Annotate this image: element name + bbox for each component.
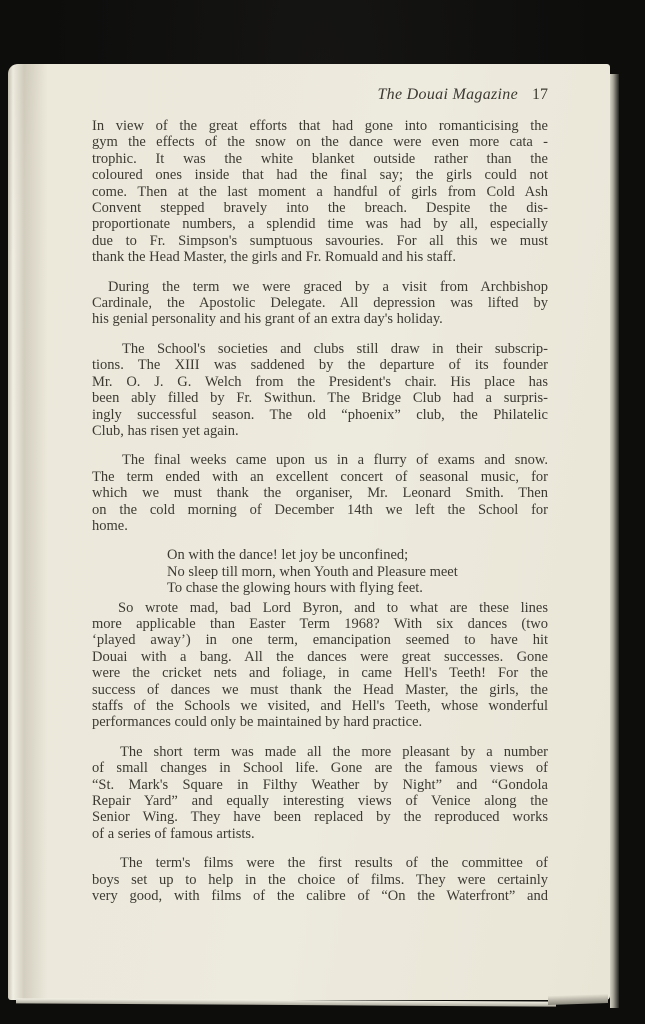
text-line: more applicable than Easter Term 1968? With six dances (two — [92, 615, 548, 632]
text-line: tions. The XIII was saddened by the departure of its founder — [92, 357, 548, 374]
poem-quotation — [92, 547, 548, 596]
body-text — [92, 118, 548, 904]
text-line: performances could only be maintained by hard practice. — [92, 714, 423, 731]
text-line: The term ended with an excellent concert of seasonal music, for — [92, 468, 548, 485]
text-line: been ably filled by Fr. Swithun. The Bridge Club had a surpris- — [92, 390, 548, 407]
text-line: staffs of the Schools we visited, and Hell's Teeth, whose wonderful — [92, 698, 548, 714]
paragraph — [92, 118, 548, 266]
text-line: Cardinale, the Apostolic Delegate. All depression was lifted by — [92, 295, 548, 312]
text-line: proportionate numbers, a splendid time was had by all, especially — [92, 216, 548, 233]
text-line: were the cricket nets and foliage, in came Hell's Teeth! For the — [92, 665, 548, 682]
text-line: During the term we were graced by a visit from Archbishop — [108, 278, 548, 295]
text-line: Club, has risen yet again. — [92, 422, 239, 439]
paragraph — [92, 600, 548, 731]
magazine-page — [8, 64, 610, 1000]
page-edges-right — [610, 74, 619, 1008]
paragraph — [92, 341, 548, 439]
text-line: Repair Yard” and equally interesting views of Venice along the — [92, 793, 548, 810]
running-header — [92, 86, 548, 104]
text-line: Convent stepped bravely into the breach. Despite the dis- — [92, 200, 548, 217]
text-line: The short term was made all the more pleasant by a number — [120, 743, 548, 760]
text-line: gym the effects of the snow on the dance were even more cata - — [92, 134, 548, 151]
paragraph — [92, 744, 548, 842]
page-number: 17 — [532, 86, 548, 103]
text-line: very good, with films of the calibre of “On the Waterfront” and — [92, 888, 548, 905]
text-line: which we must thank the organiser, Mr. Leonard Smith. Then — [92, 485, 548, 502]
text-line: coloured ones inside that had the final say; the girls could not — [92, 167, 548, 184]
text-line: ‘played away’) in one term, emancipation seemed to have hit — [92, 632, 548, 649]
paragraph — [92, 279, 548, 328]
text-line: On with the dance! let joy be unconfined; — [167, 547, 409, 564]
text-line: To chase the glowing hours with flying feet. — [167, 580, 423, 597]
text-line: of small changes in School life. Gone are the famous views of — [92, 760, 548, 777]
text-line: of a series of famous artists. — [92, 825, 255, 842]
text-line: “St. Mark's Square in Filthy Weather by Night” and “Gondola — [92, 776, 548, 793]
text-line: No sleep till morn, when Youth and Pleasure meet — [167, 563, 458, 580]
text-line: Senior Wing. They have been replaced by the reproduced works — [92, 809, 548, 826]
text-line: The term's films were the first results of the committee of — [120, 855, 548, 872]
paragraph — [92, 855, 548, 904]
paragraph — [92, 452, 548, 534]
text-line: boys set up to help in the choice of films. They were certainly — [92, 871, 548, 888]
text-line: come. Then at the last moment a handful of girls from Cold Ash — [92, 183, 548, 200]
text-line: success of dances we must thank the Head Master, the girls, the — [92, 681, 548, 698]
text-line: home. — [92, 517, 128, 534]
text-line: The final weeks came upon us in a flurry of exams and snow. — [122, 452, 548, 469]
text-line: due to Fr. Simpson's sumptuous savouries. For all this we must — [92, 232, 548, 249]
text-line: ingly successful season. The old “phoenix” club, the Philatelic — [92, 406, 548, 423]
text-line: trophic. It was the white blanket outside rather than the — [92, 150, 548, 167]
text-line: So wrote mad, bad Lord Byron, and to what are these lines — [118, 599, 548, 616]
journal-title: The Douai Magazine — [377, 86, 518, 103]
text-line: The School's societies and clubs still draw in their subscrip- — [122, 340, 548, 357]
text-line: on the cold morning of December 14th we left the School for — [92, 501, 548, 518]
text-block — [92, 86, 548, 917]
text-line: In view of the great efforts that had gone into romanticising the — [92, 118, 548, 134]
text-line: thank the Head Master, the girls and Fr. Romuald and his staff. — [92, 249, 457, 266]
text-line: Douai with a bang. All the dances were great successes. Gone — [92, 648, 548, 665]
text-line: his genial personality and his grant of an extra day's holiday. — [92, 311, 443, 328]
text-line: Mr. O. J. G. Welch from the President's chair. His place has — [92, 373, 548, 390]
